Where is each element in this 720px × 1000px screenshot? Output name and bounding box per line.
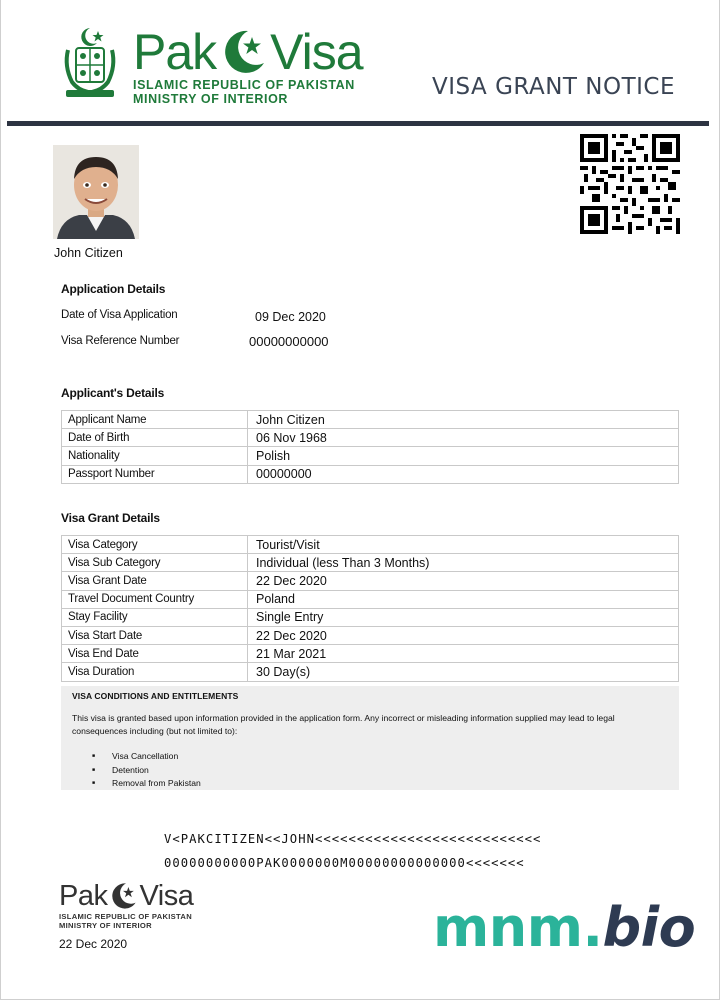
visa-sub-category-value: Individual (less Than 3 Months): [248, 554, 679, 572]
visa-end-date-value: 21 Mar 2021: [248, 645, 679, 663]
footer-date: 22 Dec 2020: [59, 937, 128, 951]
list-item: ■ Removal from Pakistan: [92, 777, 668, 791]
photo-caption: John Citizen: [54, 246, 123, 260]
reference-number-value: 00000000000: [249, 334, 329, 349]
notice-title: VISA GRANT NOTICE: [432, 74, 675, 100]
table-row: [62, 663, 679, 681]
table-row: [62, 465, 679, 483]
applicant-photo: [53, 145, 139, 239]
nationality-value: Polish: [248, 447, 679, 465]
reference-number-label: Visa Reference Number: [61, 335, 180, 347]
list-item: ■ Visa Cancellation: [92, 750, 668, 764]
stay-facility-label: Stay Facility: [62, 608, 248, 626]
qr-code-icon: [580, 134, 680, 234]
application-date-label: Date of Visa Application: [61, 309, 178, 321]
visa-category-label: Visa Category: [62, 536, 248, 554]
visa-duration-value: 30 Day(s): [248, 663, 679, 681]
header-divider: [7, 121, 709, 126]
application-details-title: Application Details: [61, 282, 166, 296]
table-row: [62, 590, 679, 608]
table-row: [62, 626, 679, 644]
table-row: [62, 411, 679, 429]
visa-start-date-value: 22 Dec 2020: [248, 626, 679, 644]
visa-start-date-label: Visa Start Date: [62, 626, 248, 644]
visa-duration-label: Visa Duration: [62, 663, 248, 681]
stay-facility-value: Single Entry: [248, 608, 679, 626]
brand-word-right: Visa: [270, 24, 363, 80]
table-row: [62, 554, 679, 572]
table-row: [62, 536, 679, 554]
footer-pakvisa-logo: [59, 880, 193, 930]
visa-grant-details-title: Visa Grant Details: [61, 511, 160, 525]
brand-line-2: MINISTRY OF INTERIOR: [133, 92, 289, 106]
pakvisa-logo: [133, 26, 363, 106]
travel-document-country-value: Poland: [248, 590, 679, 608]
conditions-title: VISA CONDITIONS AND ENTITLEMENTS: [72, 691, 239, 701]
footer-brand-line-1: ISLAMIC REPUBLIC OF PAKISTAN: [59, 912, 192, 921]
travel-document-country-label: Travel Document Country: [62, 590, 248, 608]
mrz-line-2: 00000000000PAK0000000M00000000000000<<<<<<<: [164, 856, 525, 870]
passport-number-value: 00000000: [248, 465, 679, 483]
date-of-birth-label: Date of Birth: [62, 429, 248, 447]
visa-grant-details-table: [61, 535, 679, 682]
table-row: [62, 608, 679, 626]
conditions-list: [72, 750, 668, 791]
visa-category-value: Tourist/Visit: [248, 536, 679, 554]
footer-brand-word-right: Visa: [139, 880, 194, 912]
nationality-label: Nationality: [62, 447, 248, 465]
application-date-value: 09 Dec 2020: [255, 310, 326, 324]
list-item: ■ Detention: [92, 764, 668, 778]
conditions-text: This visa is granted based upon information provided in the application form. Any incorrect or misleading information supplied may lead to legal consequences including (but not limited to):: [72, 713, 615, 736]
passport-number-label: Passport Number: [62, 465, 248, 483]
watermark-part-2: bio: [602, 896, 696, 959]
table-row: [62, 572, 679, 590]
mrz-line-1: V<PAKCITIZEN<<JOHN<<<<<<<<<<<<<<<<<<<<<<<<<<<: [164, 832, 542, 846]
mnm-bio-watermark: [433, 898, 695, 958]
visa-end-date-label: Visa End Date: [62, 645, 248, 663]
applicant-name-label: Applicant Name: [62, 411, 248, 429]
table-row: [62, 645, 679, 663]
visa-grant-date-label: Visa Grant Date: [62, 572, 248, 590]
applicant-details-title: Applicant's Details: [61, 386, 165, 400]
footer-crescent-star-icon: [108, 881, 138, 911]
watermark-part-1: mnm.: [433, 896, 603, 959]
brand-line-1: ISLAMIC REPUBLIC OF PAKISTAN: [133, 78, 355, 92]
table-row: [62, 447, 679, 465]
footer-brand-line-2: MINISTRY OF INTERIOR: [59, 921, 152, 930]
visa-sub-category-label: Visa Sub Category: [62, 554, 248, 572]
applicant-name-value: John Citizen: [248, 411, 679, 429]
visa-conditions-box: [61, 686, 679, 790]
crescent-star-icon: [218, 27, 268, 77]
brand-word-left: Pak: [133, 24, 217, 80]
state-emblem-icon: [58, 26, 122, 100]
applicant-details-table: [61, 410, 679, 484]
date-of-birth-value: 06 Nov 1968: [248, 429, 679, 447]
footer-brand-word-left: Pak: [59, 880, 108, 912]
visa-grant-date-value: 22 Dec 2020: [248, 572, 679, 590]
table-row: [62, 429, 679, 447]
